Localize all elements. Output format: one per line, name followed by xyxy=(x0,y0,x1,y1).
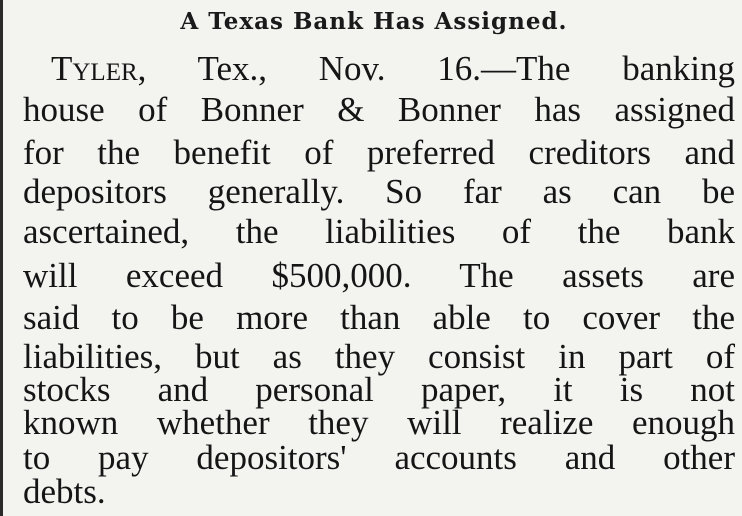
article-line-1-text: , Tex., Nov. 16.—The banking xyxy=(137,49,735,88)
article-line-6: will exceed $500,000. The assets are xyxy=(23,256,735,295)
article-line-10: known whether they will realize enough xyxy=(23,403,735,442)
article-line-5: ascertained, the liabilities of the bank xyxy=(23,212,735,251)
article-line-9: stocks and personal paper, it is not xyxy=(23,370,735,409)
article-line-7: said to be more than able to cover the xyxy=(23,298,735,337)
article-line-2: house of Bonner & Bonner has assigned xyxy=(23,90,735,129)
article-line-11: to pay depositors' accounts and other xyxy=(23,438,735,477)
dateline: Tyler xyxy=(51,49,138,88)
article-line-12: debts. xyxy=(23,472,106,511)
article-line-3: for the benefit of preferred creditors and xyxy=(23,133,735,172)
article-line-8: liabilities, but as they consist in part of xyxy=(23,337,735,376)
article-line-1 xyxy=(51,51,735,87)
headline: A Texas Bank Has Assigned. xyxy=(180,8,568,35)
article-line-4: depositors generally. So far as can be xyxy=(23,172,735,211)
